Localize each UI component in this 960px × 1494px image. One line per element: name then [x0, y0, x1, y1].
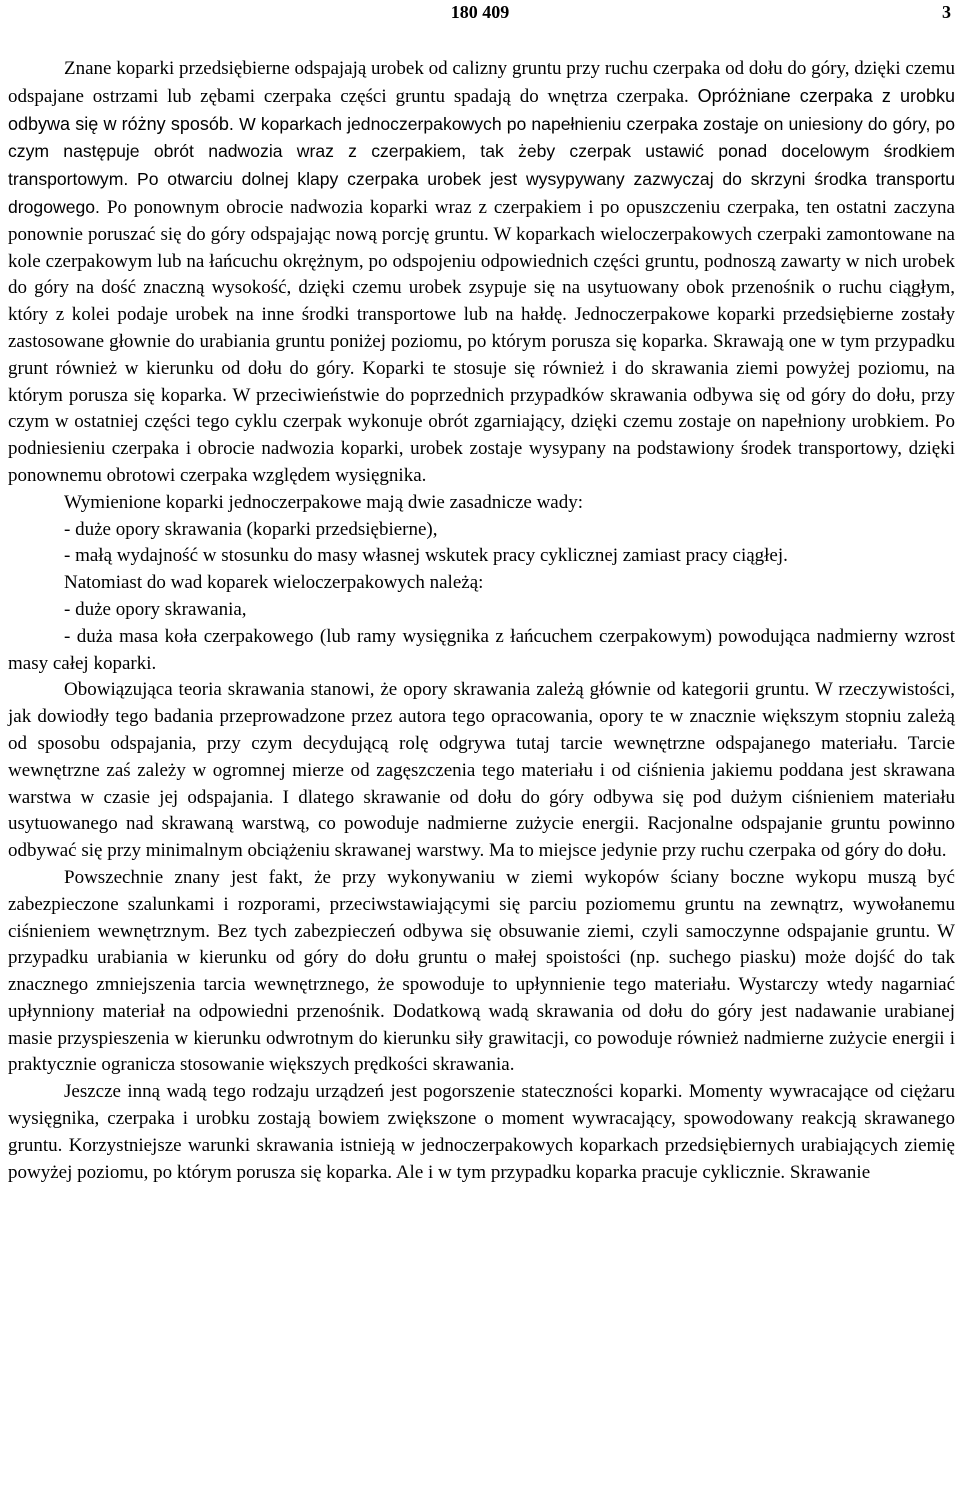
- text-segment: Jeszcze inną wadą tego rodzaju urządzeń jest pogorszenie stateczności koparki. Momenty wywracające od ciężaru wysięgnika, czerpaka i urobku zostają bowiem zwiększone o moment wywracający, spowodowany reakcją skrawanego gruntu. Korzystniejsze warunki skrawania istnieją w jednoczerpakowych koparkach przedsiębiernych urabiających ziemię powyżej poziomu, po którym porusza się koparka. Ale i w tym przypadku koparka pracuje cyklicznie. Skrawanie: [8, 1081, 955, 1183]
- text-segment: Opróżniane czerpaka z urobku odbywa się w różny sposób.: [8, 85, 955, 134]
- paragraph-excavation: [8, 865, 955, 1079]
- paragraph-stability: [8, 1079, 955, 1186]
- text-segment: - duża masa koła czerpakowego (lub ramy wysięgnika z łańcuchem czerpakowym) powodująca nadmierny wzrost masy całej koparki.: [8, 625, 955, 674]
- list-item: [8, 517, 955, 544]
- document-number: 180 409: [450, 2, 510, 22]
- page-header: [0, 0, 960, 24]
- text-segment: Po ponownym obrocie nadwozia koparki wraz z czerpakiem i po opuszczeniu czerpaka, ten ostatni zaczyna ponownie poruszać się do góry odspajając nową porcję gruntu. W koparkach wieloczerpakowych czerpaki zamontowane na kole czerpakowym lub na łańcuchu okrężnym, po odspojeniu odpowiednich części gruntu, podnoszą zawarty w nich urobek do góry na dość znaczną wysokość, dzięki czemu urobek zsypuje się na usytuowany obok przenośnik o ruchu ciągłym, który z kolei podaje urobek na inne środki transportowe lub na hałdę. Jednoczerpakowe koparki przedsiębierne zostały zastosowane głownie do urabiania gruntu poniżej poziomu, po którym porusza się koparka. Skrawają one w tym przypadku grunt również w kierunku od dołu do góry. Koparki te stosuje się również i do skrawania ziemi powyżej poziomu, na którym porusza się koparka. W przeciwieństwie do poprzednich przypadków skrawania odbywa się od góry do dołu, przy czym w ostatniej części tego cyklu czerpak wykonuje obrót zgarniający, dzięki czemu zostaje on napełniony urobkiem. Po podniesieniu czerpaka i obrocie nadwozia koparki, urobek zostaje wysypany na podstawiony środek transportowy, dzięki ponownemu obrotowi czerpaka względem wysięgnika.: [8, 196, 955, 486]
- paragraph-multi-bucket-intro: [8, 570, 955, 597]
- text-segment: - małą wydajność w stosunku do masy własnej wskutek pracy cyklicznej zamiast pracy ciągłej.: [64, 545, 788, 567]
- list-item: [8, 624, 955, 678]
- paragraph-intro: [8, 56, 955, 490]
- text-segment: Obowiązująca teoria skrawania stanowi, że opory skrawania zależą głównie od kategorii gruntu. W rzeczywistości, jak dowiodły tego badania przeprowadzone przez autora tego opracowania, opory te w znacznie większym stopniu zależą od sposobu odspajania, przy czym decydującą rolę odgrywa tutaj tarcie wewnętrzne odspajanego materiału. Tarcie wewnętrzne zaś zależy w ogromnej mierze od zagęszczenia tego materiału i od ciśnienia jakiemu poddana jest skrawana warstwa w czasie jej odspajania. I dlatego skrawanie od dołu do góry odbywa się pod dużym ciśnieniem materiału usytuowanego nad skrawaną warstwą, co powoduje nadmierne zużycie energii. Racjonalne odspajanie gruntu powinno odbywać się przy minimalnym obciążeniu skrawanej warstwy. Ma to miejsce jedynie przy ruchu czerpaka od góry do dołu.: [8, 679, 955, 862]
- text-segment: Powszechnie znany jest fakt, że przy wykonywaniu w ziemi wykopów ściany boczne wykopu muszą być zabezpieczone szalunkami i rozporami, przeciwstawiającymi się parciu poziomemu gruntu na zewnątrz, wywołanemu ciśnieniem wewnętrznym. Bez tych zabezpieczeń odbywa się obsuwanie ziemi, czyli samoczynne odspajanie gruntu. W przypadku urabiania w kierunku od góry do dołu gruntu o małej spoistości (np. suchego piasku) może dojść do tak znacznego zmniejszenia tarcia wewnętrznego, że spowoduje to upłynnienie tego materiału. Wystarczy wtedy nagarniać upłynniony materiał na odpowiedni przenośnik. Dodatkową wadą skrawania od dołu do góry jest nadawanie urabianej masie przyspieszenia w kierunku odwrotnym do kierunku siły grawitacji, co powoduje również nadmierne zużycie energii i praktycznie ogranicza stosowanie większych prędkości skrawania.: [8, 866, 955, 1076]
- text-segment: - duże opory skrawania,: [64, 598, 247, 620]
- list-item: [8, 543, 955, 570]
- page-number: 3: [942, 2, 951, 22]
- text-segment: Znane koparki przedsiębierne odspajają urobek od calizny gruntu przy ruchu czerpaka od dołu do góry, dzięki czemu odspajane ostrzami lub zębami czerpaka części gruntu spadają do wnętrza czerpaka.: [8, 58, 955, 107]
- document-body: [8, 56, 955, 1186]
- text-segment: - duże opory skrawania (koparki przedsiębierne),: [64, 518, 438, 540]
- text-segment: Wymienione koparki jednoczerpakowe mają dwie zasadnicze wady:: [64, 491, 584, 513]
- paragraph-disadvantages-intro: [8, 490, 955, 517]
- text-segment: Natomiast do wad koparek wieloczerpakowych należą:: [64, 572, 484, 594]
- paragraph-cutting-theory: [8, 677, 955, 865]
- text-segment: W koparkach jednoczerpakowych po napełnieniu czerpaka zostaje on uniesiony do góry, po czym następuje obrót nadwozia wraz z czerpakiem, tak żeby czerpak ustawić ponad docelowym środkiem transportowym. Po otwarciu dolnej klapy czerpaka urobek jest wysypywany zazwyczaj do skrzyni środka transportu drogowego.: [8, 113, 955, 217]
- list-item: [8, 597, 955, 624]
